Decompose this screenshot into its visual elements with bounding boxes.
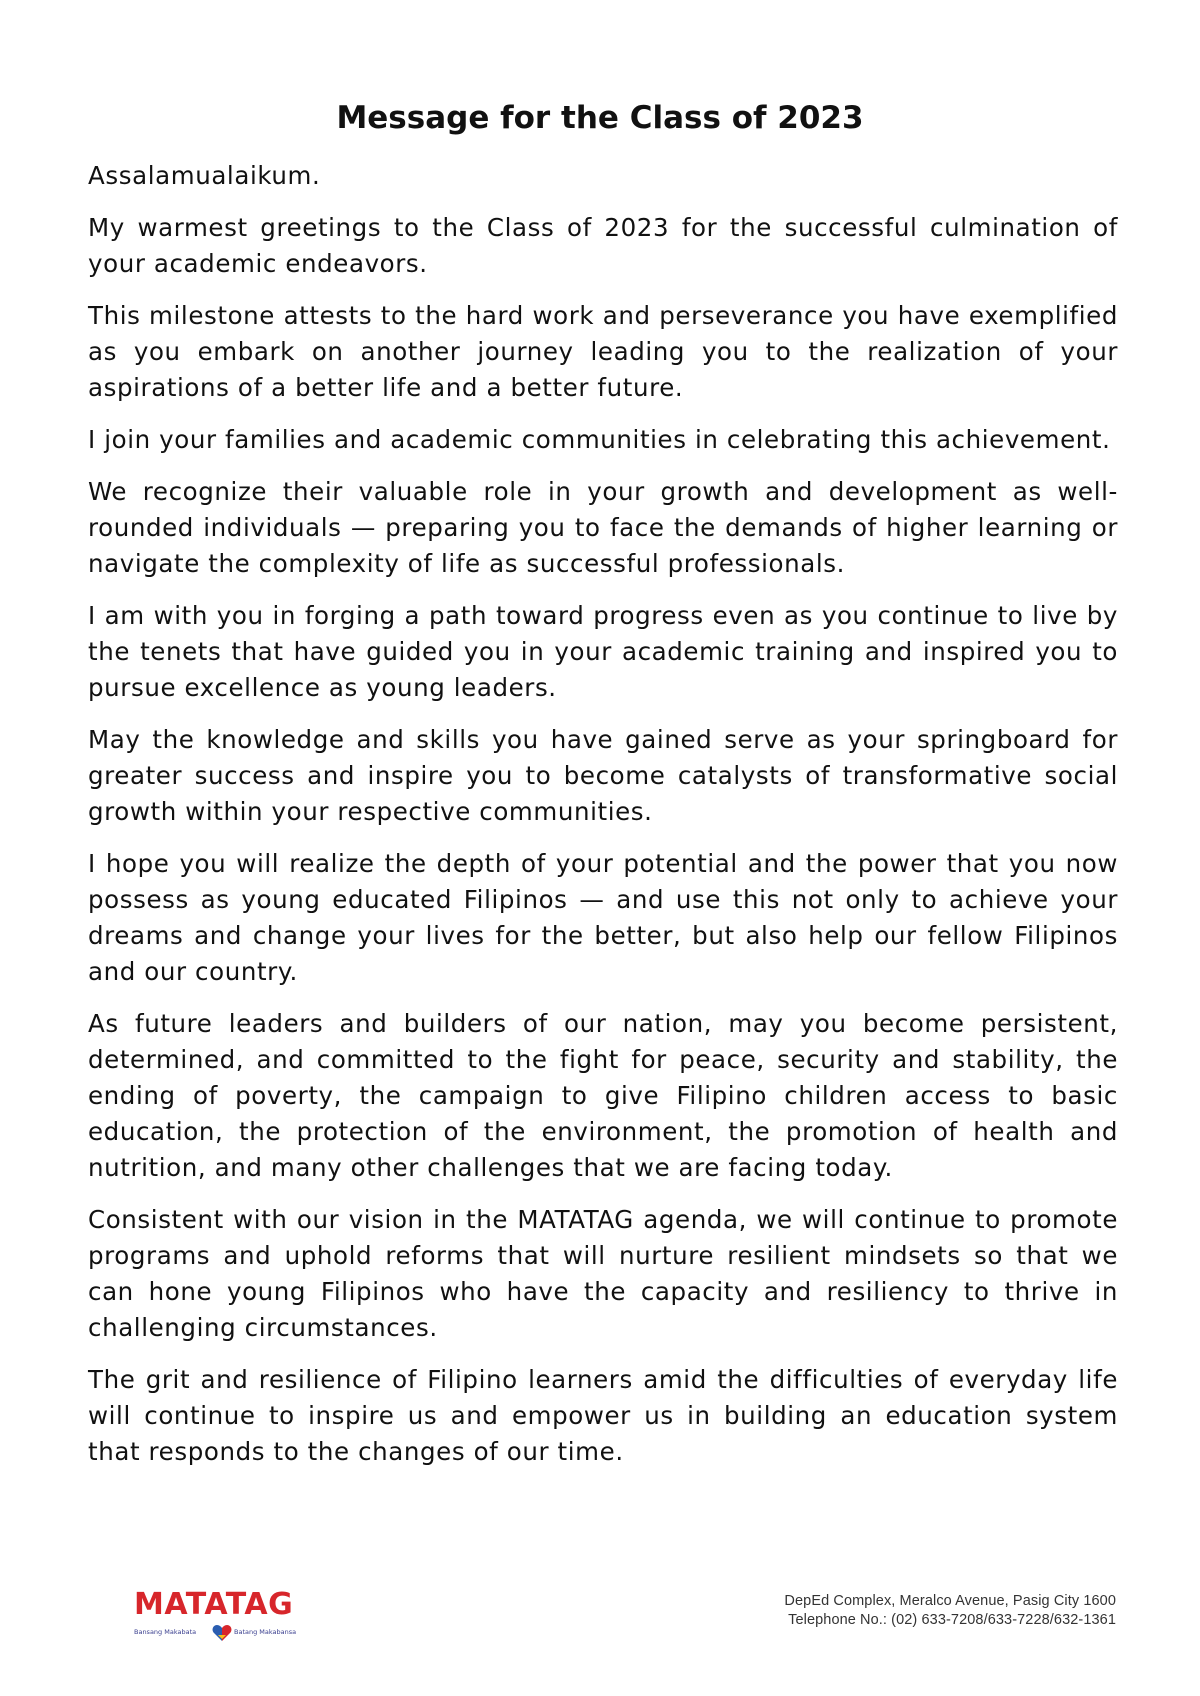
paragraph-greeting: Assalamualaikum. <box>88 161 321 190</box>
paragraph: As future leaders and builders of our nation, may you become persistent, determined, and committed to the fight for peace, security and stability, the ending of poverty, the campaign to give Filipino children access to basic education, the protection of the environment, the promotion of health and nutrition, and many other challenges that we are facing today. <box>88 1009 1118 1182</box>
paragraph: My warmest greetings to the Class of 2023 for the successful culmination of your academic endeavors. <box>88 213 1118 278</box>
paragraph: We recognize their valuable role in your growth and development as well-rounded individuals — preparing you to face the demands of higher learning or navigate the complexity of life as successful professionals. <box>88 477 1118 578</box>
paragraph: I hope you will realize the depth of your potential and the power that you now possess as young educated Filipinos — and use this not only to achieve your dreams and change your lives for the better, but also help our fellow Filipinos and our country. <box>88 849 1118 986</box>
contact-info <box>784 1592 1116 1630</box>
letter-body <box>88 158 1118 1486</box>
logo-wordmark: MATATAG <box>134 1587 294 1622</box>
paragraph: I join your families and academic communities in celebrating this achievement. <box>88 425 1111 454</box>
logo-tagline-left: Bansang Makabata <box>134 1628 197 1636</box>
telephone-line: Telephone No.: (02) 633-7208/633-7228/632-1361 <box>788 1612 1116 1628</box>
matatag-logo <box>134 1588 304 1648</box>
page-footer <box>0 1588 1200 1668</box>
paragraph: The grit and resilience of Filipino learners amid the difficulties of everyday life will continue to inspire us and empower us in building an education system that responds to the changes of our time. <box>88 1365 1118 1466</box>
page-title: Message for the Class of 2023 <box>336 100 864 136</box>
paragraph: This milestone attests to the hard work and perseverance you have exemplified as you embark on another journey leading you to the realization of your aspirations of a better life and a better future. <box>88 301 1118 402</box>
heart-flag-icon <box>212 1624 232 1642</box>
logo-tagline-right: Batang Makabansa <box>234 1628 297 1636</box>
paragraph: I am with you in forging a path toward progress even as you continue to live by the tenets that have guided you in your academic training and inspired you to pursue excellence as young leaders. <box>88 601 1118 702</box>
paragraph: Consistent with our vision in the MATATAG agenda, we will continue to promote programs and uphold reforms that will nurture resilient mindsets so that we can hone young Filipinos who have the capacity and resiliency to thrive in challenging circumstances. <box>88 1205 1118 1342</box>
paragraph: May the knowledge and skills you have gained serve as your springboard for greater success and inspire you to become catalysts of transformative social growth within your respective communities. <box>88 725 1118 826</box>
address-line: DepEd Complex, Meralco Avenue, Pasig City 1600 <box>784 1593 1116 1609</box>
